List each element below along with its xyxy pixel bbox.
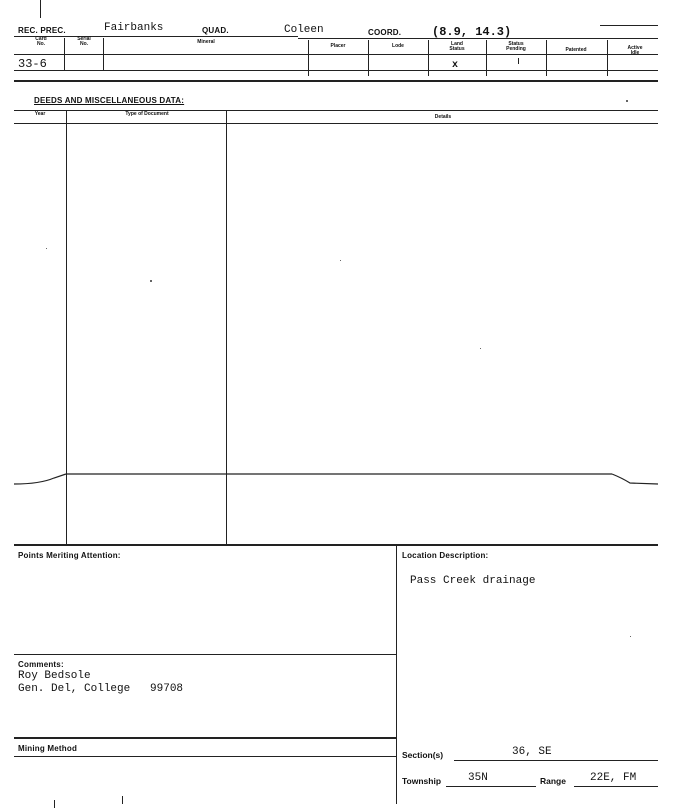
col-year: Year <box>34 111 46 117</box>
col-lode: Lode <box>392 43 404 49</box>
bottom-center-divider <box>396 544 397 804</box>
rec-prec-value: Fairbanks <box>104 22 164 34</box>
coord-label: COORD. <box>368 28 402 37</box>
comments-line-2: Gen. Del, College 99708 <box>18 683 184 695</box>
township-line <box>446 786 536 787</box>
paper-fold-line <box>0 466 678 496</box>
comments-bottom-rule <box>14 737 396 739</box>
quad-label: QUAD. <box>202 26 229 35</box>
location-label: Location Description: <box>402 551 489 560</box>
deeds-header-rule <box>14 123 658 124</box>
col-document-type: Type of Document <box>125 111 169 117</box>
deeds-bottom-rule <box>14 544 658 546</box>
col-placer: Placer <box>330 43 346 49</box>
comments-line-1: Roy Bedsole <box>18 670 91 682</box>
vline-patented <box>607 40 608 76</box>
speck <box>150 280 152 282</box>
location-value: Pass Creek drainage <box>410 575 536 587</box>
card-no-value: 33-6 <box>18 57 47 71</box>
header-corner-rule <box>600 25 658 26</box>
township-value: 35N <box>468 772 488 784</box>
col-mineral: Mineral <box>197 39 215 45</box>
deeds-title: DEEDS AND MISCELLANEOUS DATA: <box>34 96 185 105</box>
col-card-no: Card No. <box>35 36 47 47</box>
mining-method-label: Mining Method <box>18 744 78 753</box>
land-status-value: x <box>452 60 459 71</box>
header-block-bottom <box>14 80 658 82</box>
vline-lode <box>428 40 429 76</box>
vline-mineral <box>308 40 309 76</box>
range-line <box>574 786 658 787</box>
speck <box>480 348 481 349</box>
margin-tick <box>40 0 41 18</box>
pending-mark <box>518 58 519 64</box>
col-patented: Patented <box>565 47 587 53</box>
comments-label: Comments: <box>18 660 64 669</box>
header-underline-right <box>298 38 658 39</box>
section-line <box>454 760 658 761</box>
data-row-bottom <box>14 70 658 71</box>
speck <box>626 100 628 102</box>
col-details: Details <box>434 114 452 120</box>
vline-placer <box>368 40 369 76</box>
speck <box>46 248 47 249</box>
rec-prec-label: REC. PREC. <box>18 26 66 35</box>
section-value: 36, SE <box>512 746 552 758</box>
vline-card <box>64 38 65 70</box>
range-label: Range <box>540 776 566 786</box>
col-land-status: Land Status <box>449 41 465 52</box>
range-value: 22E, FM <box>590 772 637 784</box>
col-active-idle: Active Idle <box>627 45 643 56</box>
quad-value: Coleen <box>284 24 324 36</box>
township-label: Township <box>402 776 442 786</box>
coord-value: (8.9, 14.3) <box>432 25 512 39</box>
speck <box>340 260 341 261</box>
deeds-top-rule <box>14 110 658 111</box>
mining-method-rule <box>14 756 396 757</box>
col-status-pending: Status Pending <box>506 41 526 52</box>
speck <box>630 636 631 637</box>
section-label: Section(s) <box>402 750 444 760</box>
points-bottom-rule <box>14 654 396 655</box>
vline-serial <box>103 38 104 70</box>
margin-tick <box>122 796 123 804</box>
col-serial-no: Serial No. <box>77 36 91 47</box>
margin-tick <box>54 800 55 808</box>
vline-land <box>486 40 487 76</box>
header-row-divider <box>14 54 658 55</box>
vline-pending <box>546 40 547 76</box>
points-label: Points Meriting Attention: <box>18 551 121 560</box>
